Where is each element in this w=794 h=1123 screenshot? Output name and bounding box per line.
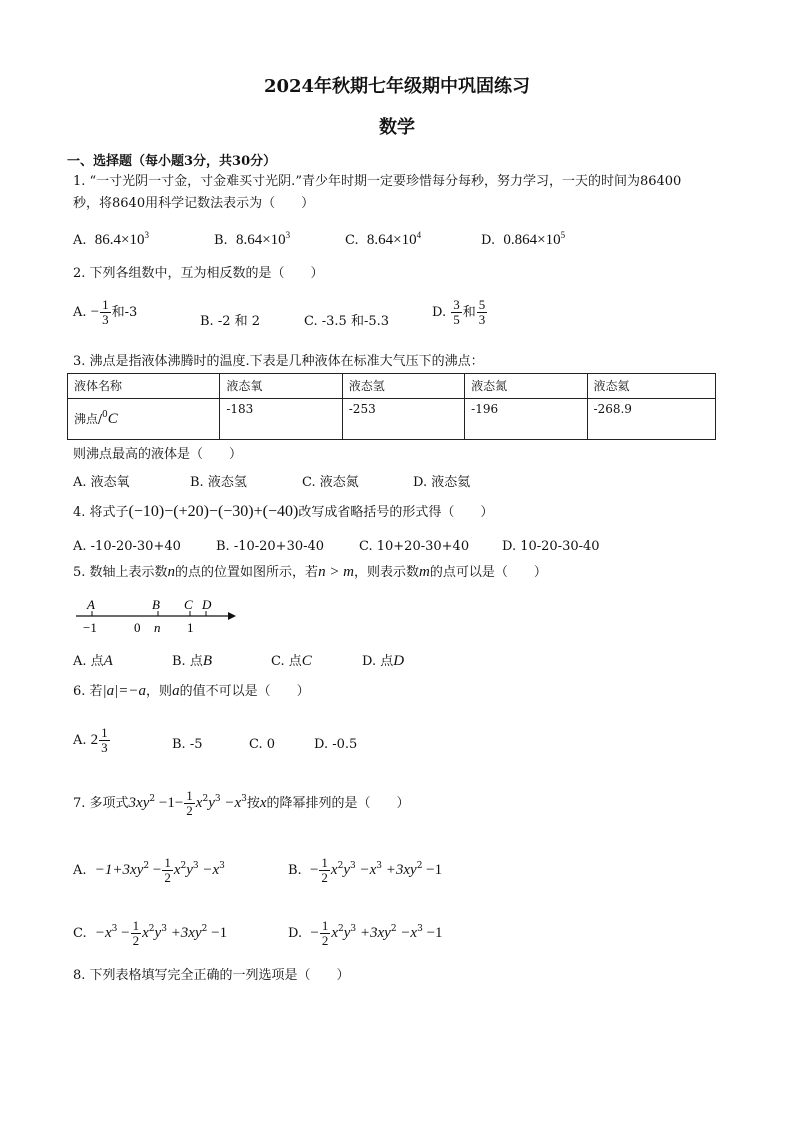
term: −x (396, 925, 418, 941)
option-label: B. (288, 863, 302, 878)
point-label-a: A (87, 597, 95, 612)
unit: C (107, 411, 118, 427)
exponent: 3 (161, 924, 167, 934)
table-row (68, 399, 716, 440)
exponent: 2 (201, 924, 208, 934)
stem-text: 4. 将式子 (73, 505, 129, 520)
option-label: B. 点 (172, 654, 203, 669)
option-label: B. (214, 233, 228, 248)
option-label: D. (288, 926, 303, 941)
table-cell: -268.9 (587, 399, 715, 440)
q6-option-a (73, 726, 111, 755)
numerator: 1 (186, 788, 193, 803)
option-value: 8.64×10 (366, 232, 417, 248)
exponent: 4 (416, 230, 422, 240)
numerator: 1 (321, 918, 329, 933)
option-label: C. 点 (271, 654, 302, 669)
numerator: 1 (132, 918, 140, 933)
q3-option-d: D. 液态氦 (413, 475, 471, 490)
stem-text: 按 (246, 796, 260, 811)
fraction (100, 298, 111, 327)
q5-option-d (362, 650, 404, 670)
exponent: 3 (111, 924, 118, 934)
table-header-row (68, 374, 716, 399)
whole-part: 2 (90, 732, 99, 748)
term: +3xy (356, 925, 391, 941)
variable: m (419, 564, 430, 580)
arrow-head-icon (228, 612, 236, 620)
term: y (343, 925, 351, 941)
exponent: 2 (390, 924, 397, 934)
exponent: 2 (337, 861, 344, 871)
q5-option-b (172, 650, 212, 670)
tick-label: 1 (187, 620, 194, 635)
fraction (162, 856, 173, 885)
denominator: 2 (132, 933, 140, 948)
q5-option-a (73, 650, 113, 670)
term: −1 (422, 925, 443, 941)
point-label-c: C (184, 597, 193, 612)
fraction (451, 298, 462, 327)
option-value: 8.64×10 (235, 232, 286, 248)
q2-option-c: C. -3.5 和-5.3 (304, 314, 390, 329)
exponent: 2 (143, 861, 150, 871)
term: +3xy (382, 862, 417, 878)
q2-option-d (432, 298, 488, 327)
q3-option-c: C. 液态氮 (302, 475, 359, 490)
option-value: C (301, 653, 312, 669)
option-label: D. (432, 305, 447, 320)
q2-stem: 2. 下列各组数中，互为相反数的是（ ） (73, 266, 324, 281)
variable: a (172, 683, 180, 699)
exponent: 2 (148, 924, 155, 934)
option-value: 86.4×10 (94, 232, 145, 248)
exponent: 2 (149, 794, 156, 804)
q4-option-a: A. -10-20-30+40 (73, 539, 181, 554)
q1-option-b (214, 232, 290, 249)
table-cell: 液体名称 (68, 374, 220, 399)
option-label: D. (481, 233, 496, 248)
exponent: 3 (417, 924, 423, 934)
exponent: 3 (219, 861, 225, 871)
subject-title: 数学 (379, 117, 415, 138)
q4-option-b: B. -10-20+30-40 (216, 539, 325, 554)
option-value: B (202, 653, 212, 669)
option-label: C. (73, 926, 87, 941)
stem-text: 5. 数轴上表示数 (73, 565, 168, 580)
numerator: 1 (164, 855, 171, 870)
stem-text: ，则 (146, 684, 173, 699)
stem-text: ，则表示数 (354, 565, 420, 580)
q7-option-a (73, 855, 225, 886)
term: y (186, 862, 193, 878)
tick-label: n (154, 620, 161, 635)
stem-text: 7. 多项式 (73, 796, 129, 811)
operator: − (149, 862, 162, 878)
fraction (131, 919, 142, 948)
stem-text: 6. 若 (73, 684, 103, 699)
numerator: 1 (102, 297, 109, 312)
q2-option-b: B. -2 和 2 (200, 314, 261, 329)
numerator: 3 (453, 297, 460, 312)
tick-label: −1 (83, 620, 97, 635)
exponent: 3 (241, 794, 247, 804)
row-label: 沸点/ (74, 412, 103, 426)
q6-stem (73, 681, 310, 702)
exponent: 2 (202, 794, 209, 804)
q4-stem (73, 502, 493, 523)
q3-option-a: A. 液态氧 (73, 475, 130, 490)
term: −x (220, 795, 242, 811)
fraction (477, 298, 488, 327)
term: y (154, 925, 162, 941)
option-value: 0.864×10 (503, 232, 561, 248)
operator: − (117, 925, 130, 941)
table-cell: 液态氢 (342, 374, 464, 399)
exponent: 3 (285, 230, 291, 240)
stem-text: 的点的位置如图所示，若 (175, 565, 319, 580)
table-cell: -253 (342, 399, 464, 440)
exponent: 2 (416, 861, 423, 871)
q7-option-c (73, 918, 227, 949)
term: 3xy (128, 795, 150, 811)
exponent: 3 (350, 861, 356, 871)
denominator: 3 (102, 312, 109, 327)
minus-sign: − (90, 304, 100, 320)
q3-question: 则沸点最高的液体是（ ） (73, 447, 243, 462)
q4-option-c: C. 10+20-30+40 (359, 539, 470, 554)
stem-text: 的值不可以是（ ） (179, 684, 310, 699)
boiling-point-table (67, 373, 716, 440)
term: −1+3xy (94, 862, 144, 878)
exponent: 3 (192, 861, 199, 871)
denominator: 2 (321, 933, 329, 948)
table-cell: -196 (465, 399, 587, 440)
fraction (319, 856, 330, 885)
equation: |a|=−a (102, 683, 147, 699)
term: x (331, 925, 338, 941)
q1-option-c (345, 232, 421, 249)
q1-stem-line2: 秒，将8640用科学记数法表示为（ ） (73, 196, 315, 211)
operator: − (309, 862, 319, 878)
q1-option-a (73, 232, 149, 249)
option-text: 和-3 (111, 305, 138, 320)
numerator: 1 (321, 855, 328, 870)
table-cell: 液态氦 (587, 374, 715, 399)
term: −x (198, 862, 220, 878)
numerator: 1 (101, 725, 108, 740)
variable: x (259, 795, 267, 811)
point-label-b: B (152, 597, 160, 612)
numerator: 5 (478, 297, 486, 312)
exponent: 5 (560, 230, 566, 240)
degree-mark: 0 (102, 410, 108, 420)
option-text: 和 (462, 305, 476, 320)
option-label: D. 点 (362, 654, 394, 669)
condition: n > m (318, 564, 355, 580)
expression: (−10)−(+20)−(−30)+(−40) (128, 503, 299, 520)
fraction (184, 789, 195, 818)
stem-text: 的降幂排列的是（ ） (266, 796, 410, 811)
option-label: A. 点 (73, 654, 104, 669)
exponent: 3 (214, 794, 221, 804)
fraction (99, 726, 110, 755)
denominator: 3 (101, 740, 108, 755)
table-cell (68, 399, 220, 440)
term: −1 (422, 862, 443, 878)
option-value: A (103, 653, 113, 669)
q7-stem (73, 788, 410, 819)
tick-label: 0 (134, 620, 141, 635)
q6-option-b: B. -5 (172, 737, 203, 752)
q1-stem-line1: 1. “一寸光阴一寸金，寸金难买寸光阴.”青少年时期一定要珍惜每分每秒，努力学习，一天的时间为86400 (73, 174, 682, 189)
denominator: 2 (164, 870, 171, 885)
q4-option-d: D. 10-20-30-40 (502, 539, 600, 554)
q3-option-b: B. 液态氢 (190, 475, 247, 490)
exponent: 2 (338, 924, 344, 934)
option-value: D (393, 653, 405, 669)
q1-option-d (481, 232, 565, 249)
table-cell: 液态氮 (465, 374, 587, 399)
variable: n (167, 564, 176, 580)
exponent: 3 (350, 924, 357, 934)
term: y (208, 795, 215, 811)
q6-option-c: C. 0 (249, 737, 276, 752)
option-label: C. (345, 233, 359, 248)
term: −x (94, 925, 112, 941)
denominator: 5 (453, 312, 460, 327)
term: x (173, 862, 181, 878)
point-label-d: D (202, 597, 212, 612)
q7-option-d (288, 918, 443, 949)
exponent: 3 (376, 861, 382, 871)
option-label: A. (73, 233, 87, 248)
term: y (343, 862, 350, 878)
denominator: 2 (321, 870, 328, 885)
term: x (142, 925, 149, 941)
operator: −1− (155, 795, 184, 811)
q5-stem (73, 562, 547, 583)
fraction (320, 919, 331, 948)
term: −x (355, 862, 377, 878)
option-label: A. (73, 305, 87, 320)
q7-option-b (288, 855, 442, 886)
stem-text: 改写成省略括号的形式得（ ） (298, 505, 494, 520)
q6-option-d: D. -0.5 (314, 737, 358, 752)
table-cell: -183 (220, 399, 342, 440)
term: −1 (207, 925, 228, 941)
section-heading: 一、选择题（每小题3分，共30分） (67, 154, 277, 169)
q5-option-c (271, 650, 312, 670)
q3-stem: 3. 沸点是指液体沸腾时的温度.下表是几种液体在标准大气压下的沸点： (73, 354, 484, 369)
exponent: 3 (144, 230, 150, 240)
number-line-diagram (70, 595, 245, 637)
denominator: 3 (478, 312, 486, 327)
exponent: 2 (180, 861, 187, 871)
table-cell: 液态氧 (220, 374, 342, 399)
term: +3xy (166, 925, 202, 941)
denominator: 2 (186, 803, 193, 818)
term: x (195, 795, 203, 811)
q8-stem: 8. 下列表格填写完全正确的一列选项是（ ） (73, 968, 350, 983)
page-title: 2024年秋期七年级期中巩固练习 (263, 76, 531, 97)
term: x (330, 862, 338, 878)
q2-option-a (73, 298, 137, 327)
option-label: A. (73, 863, 87, 878)
operator: − (310, 925, 319, 941)
option-label: A. (73, 733, 87, 748)
stem-text: 的点可以是（ ） (429, 565, 547, 580)
